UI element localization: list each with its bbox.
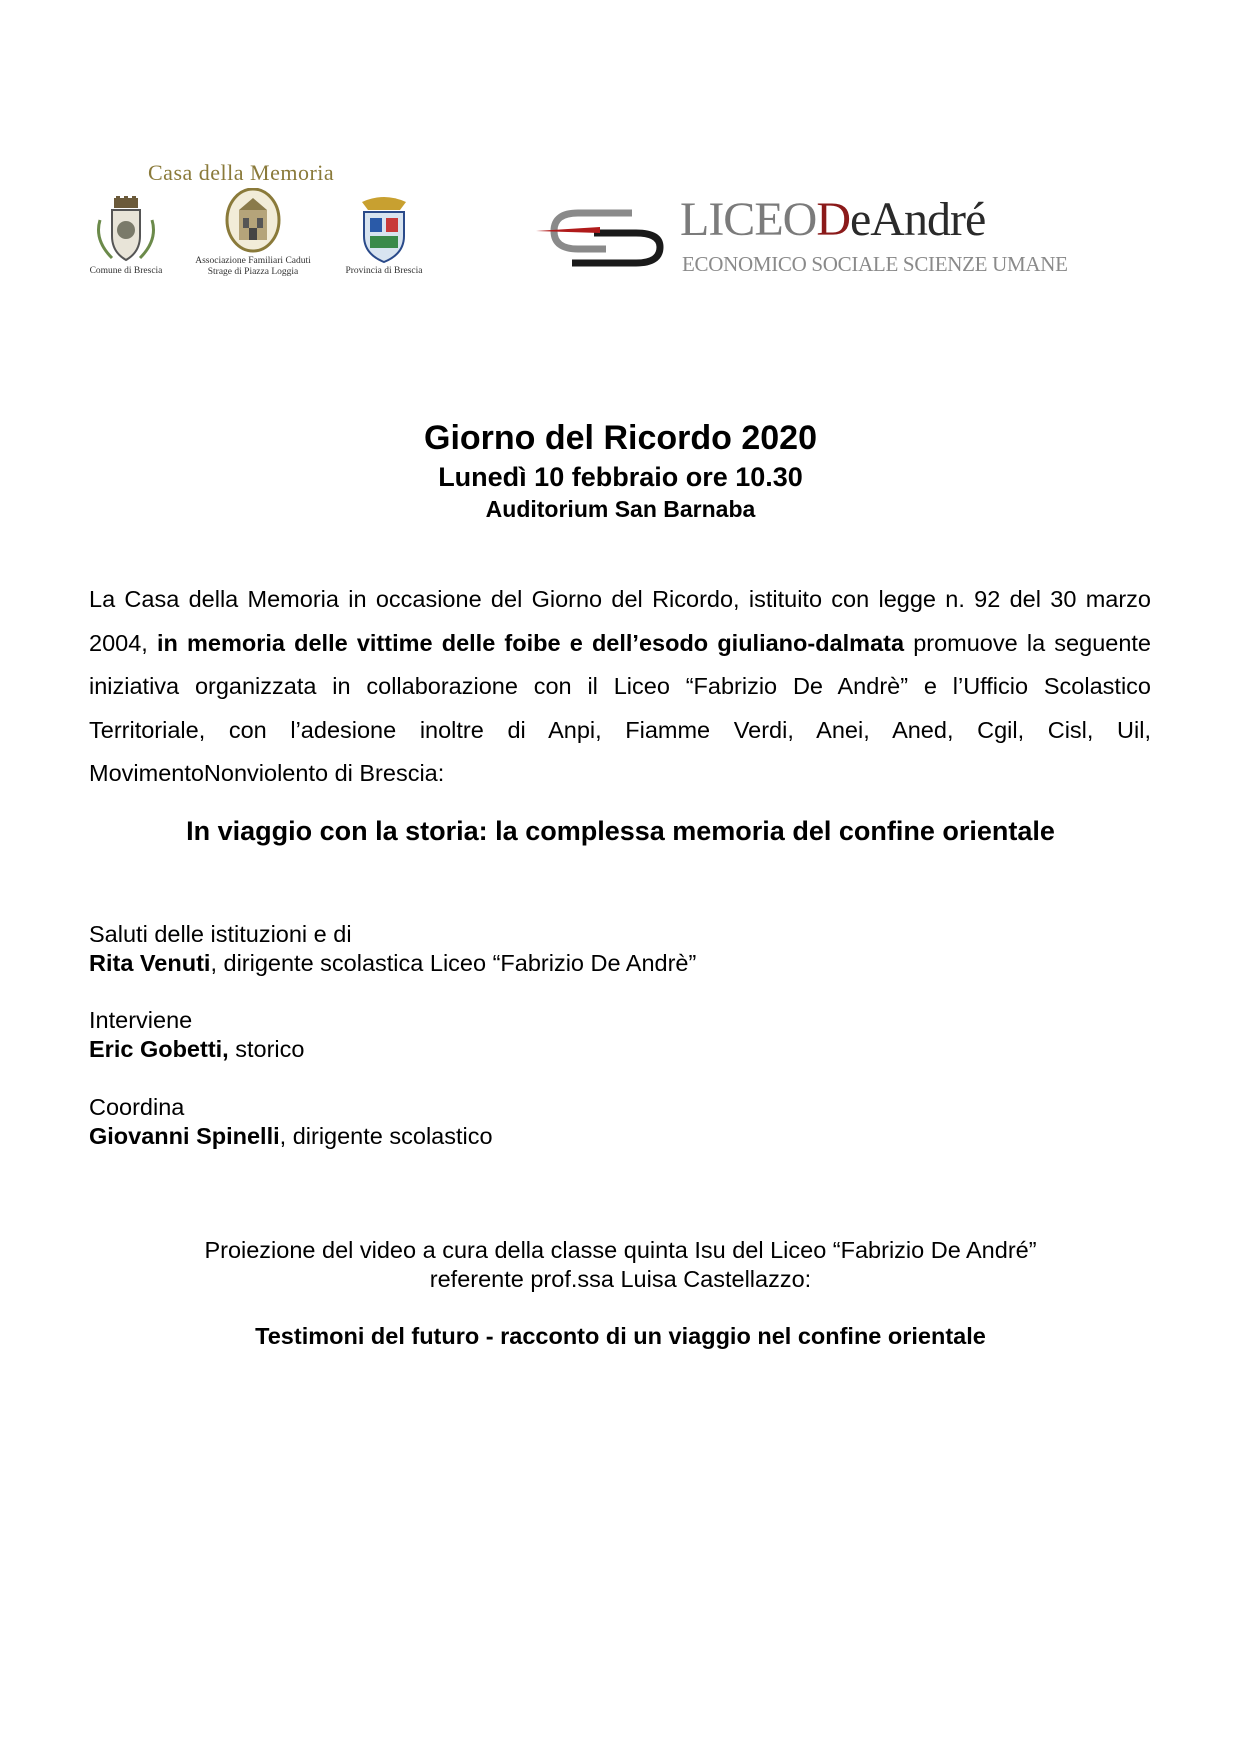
video-line2: referente prof.ssa Luisa Castellazzo: — [429, 1266, 812, 1292]
associazione-crest-icon — [223, 188, 283, 256]
greetings-block — [89, 920, 696, 978]
greetings-line — [89, 949, 696, 978]
speaker-line — [89, 1035, 304, 1064]
moderator-block — [89, 1093, 493, 1151]
moderator-label: Coordina — [89, 1094, 185, 1120]
provincia-caption: Provincia di Brescia — [345, 266, 423, 276]
comune-crest-icon — [86, 196, 166, 266]
speaker-role: storico — [228, 1036, 305, 1062]
casa-memoria-title: Casa della Memoria — [148, 160, 335, 185]
speaker-label: Interviene — [89, 1007, 193, 1033]
liceo-word: LICEO — [680, 193, 817, 246]
comune-caption: Comune di Brescia — [89, 266, 163, 276]
speaker-name: Eric Gobetti, — [89, 1036, 229, 1062]
greetings-name: Rita Venuti — [89, 950, 211, 976]
moderator-line — [89, 1122, 493, 1151]
liceo-d-letter: D — [816, 193, 850, 246]
liceo-subtitle: ECONOMICO SOCIALE SCIENZE UMANE — [682, 252, 1068, 276]
provincia-brescia-crest — [336, 196, 432, 277]
liceo-swoosh-icon — [536, 203, 676, 271]
event-venue: Auditorium San Barnaba — [485, 496, 756, 522]
video-title: Testimoni del futuro - racconto di un viaggio nel confine orientale — [255, 1323, 986, 1349]
associazione-caption-2: Strage di Piazza Loggia — [207, 267, 299, 277]
greetings-role: , dirigente scolastica Liceo “Fabrizio De Andrè” — [210, 950, 697, 976]
associazione-crest — [178, 188, 328, 278]
comune-brescia-crest — [86, 196, 166, 277]
provincia-crest-icon — [354, 196, 414, 266]
moderator-role: , dirigente scolastico — [279, 1123, 493, 1149]
page-title: Giorno del Ricordo 2020 — [424, 419, 817, 457]
video-info — [0, 1236, 1241, 1294]
moderator-name: Giovanni Spinelli — [89, 1123, 280, 1149]
intro-part1: La Casa della Memoria in occasione del Giorno del Ricordo, istituito con legge n. 92 del 30 marzo 2004, — [89, 586, 1151, 656]
associazione-caption-1: Associazione Familiari Caduti — [195, 256, 311, 266]
speaker-block — [89, 1006, 304, 1064]
intro-part2: promuove la seguente iniziativa organizzata in collaborazione con il Liceo “Fabrizio De Andrè” e l’Ufficio Scolastico Territoriale, con l’adesione inoltre di Anpi, Fiamme Verdi, Anei, Aned, Cgil, Cisl, Uil, MovimentoNonviolento di Brescia: — [89, 629, 1151, 786]
video-line1: Proiezione del video a cura della classe quinta Isu del Liceo “Fabrizio De André” — [204, 1237, 1037, 1263]
liceo-deandre: eAndré — [849, 193, 986, 246]
greetings-label: Saluti delle istituzioni e di — [89, 921, 352, 947]
event-date-time: Lunedì 10 febbraio ore 10.30 — [438, 462, 803, 492]
intro-paragraph — [89, 578, 1151, 796]
liceo-logo-text — [680, 193, 986, 246]
intro-bold: in memoria delle vittime delle foibe e dell’esodo giuliano-dalmata — [156, 629, 905, 656]
event-title: In viaggio con la storia: la complessa memoria del confine orientale — [186, 816, 1055, 846]
